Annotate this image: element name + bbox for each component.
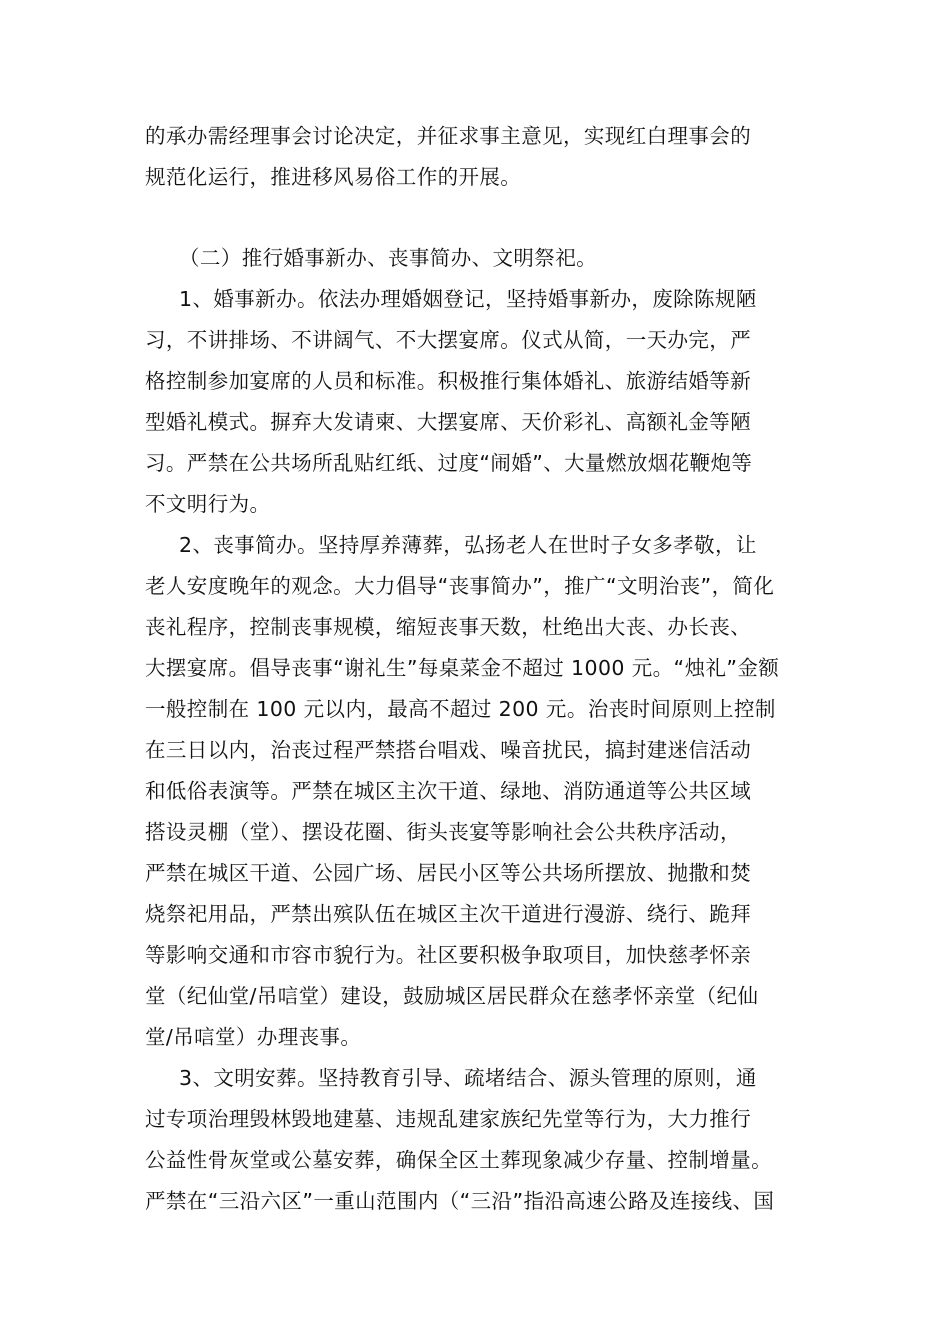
paragraph-line: 烧祭祀用品，严禁出殡队伍在城区主次干道进行漫游、绕行、跪拜 [145, 902, 752, 926]
paragraph-line: 搭设灵棚（堂）、摆设花圈、街头丧宴等影响社会公共秩序活动， [145, 820, 741, 844]
paragraph-line: 习，不讲排场、不讲阔气、不大摆宴席。仪式从简，一天办完，严 [145, 328, 752, 352]
paragraph-line: 严禁在城区干道、公园广场、居民小区等公共场所摆放、抛撒和焚 [145, 861, 752, 885]
paragraph-line: 堂（纪仙堂/吊唁堂）建设，鼓励城区居民群众在慈孝怀亲堂（纪仙 [145, 984, 759, 1008]
paragraph-line: 和低俗表演等。严禁在城区主次干道、绿地、消防通道等公共区域 [145, 779, 752, 803]
paragraph-line: 公益性骨灰堂或公墓安葬，确保全区土葬现象减少存量、控制增量。 [145, 1148, 772, 1172]
paragraph-line: 老人安度晚年的观念。大力倡导“丧事简办”，推广“文明治丧”，简化 [145, 574, 775, 598]
paragraph-line: 3、文明安葬。坚持教育引导、疏堵结合、源头管理的原则，通 [179, 1066, 757, 1090]
paragraph-line: 2、丧事简办。坚持厚养薄葬，弘扬老人在世时子女多孝敬，让 [179, 533, 757, 557]
intro-line: 规范化运行，推进移风易俗工作的开展。 [145, 165, 522, 189]
paragraph-line: 等影响交通和市容市貌行为。社区要积极争取项目，加快慈孝怀亲 [145, 943, 752, 967]
paragraph-line: 不文明行为。 [145, 492, 271, 516]
paragraph-line: 在三日以内，治丧过程严禁搭台唱戏、噪音扰民，搞封建迷信活动 [145, 738, 752, 762]
paragraph-line: 一般控制在 100 元以内，最高不超过 200 元。治丧时间原则上控制 [145, 697, 776, 721]
paragraph-line: 1、婚事新办。依法办理婚姻登记，坚持婚事新办，废除陈规陋 [179, 287, 757, 311]
section-heading: （二）推行婚事新办、丧事简办、文明祭祀。 [179, 246, 597, 270]
paragraph-line: 型婚礼模式。摒弃大发请柬、大摆宴席、天价彩礼、高额礼金等陋 [145, 410, 752, 434]
paragraph-line: 堂/吊唁堂）办理丧事。 [145, 1025, 362, 1049]
paragraph-line: 格控制参加宴席的人员和标准。积极推行集体婚礼、旅游结婚等新 [145, 369, 752, 393]
paragraph-line: 严禁在“三沿六区”一重山范围内（“三沿”指沿高速公路及连接线、国 [145, 1189, 775, 1213]
paragraph-line: 丧礼程序，控制丧事规模，缩短丧事天数，杜绝出大丧、办长丧、 [145, 615, 752, 639]
paragraph-line: 过专项治理毁林毁地建墓、违规乱建家族纪先堂等行为，大力推行 [145, 1107, 752, 1131]
paragraph-line: 习。严禁在公共场所乱贴红纸、过度“闹婚”、大量燃放烟花鞭炮等 [145, 451, 753, 475]
paragraph-line: 大摆宴席。倡导丧事“谢礼生”每桌菜金不超过 1000 元。“烛礼”金额 [145, 656, 780, 680]
intro-line: 的承办需经理事会讨论决定，并征求事主意见，实现红白理事会的 [145, 124, 752, 148]
